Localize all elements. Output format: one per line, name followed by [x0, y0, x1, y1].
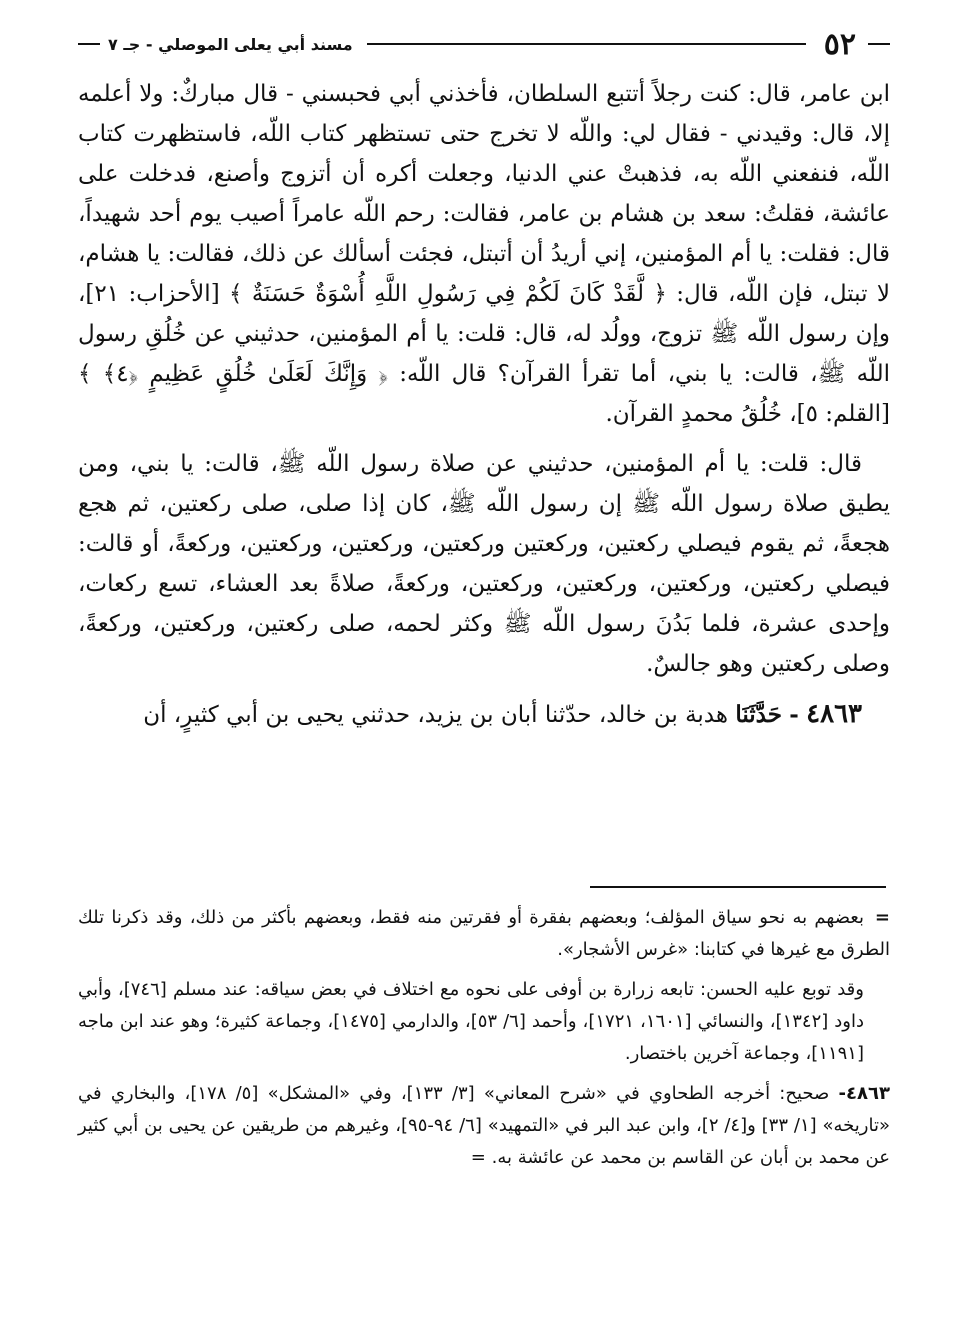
continuation-mark: = [874, 907, 890, 928]
page-header [78, 24, 890, 64]
page-number: ٥٢ [823, 26, 856, 62]
footnote-4863-text: صحيح: أخرجه الطحاوي في «شرح المعاني» [٣/ ١٣٣]، وفي «المشكل» [٥/ ١٧٨]، والبخاري في «تاريخه» [١/ ٣٣] و[٤/ ٢]، وابن عبد البر في «التمهيد» [٦/ ٩٤-٩٥]، وغيرهم من طريقين عن يحيى بن أبي كثير عن محمد بن أبان عن القاسم بن محمد عن عائشة به. [78, 1083, 890, 1168]
header-dash-right [868, 43, 890, 45]
footnote-end-mark: = [470, 1147, 486, 1168]
footnote-2: وقد توبع عليه الحسن: تابعه زرارة بن أوفى على نحوه مع اختلاف في بعض سياقه: عند مسلم [٧٤٦]، وأبي داود [١٣٤٢]، والنسائي [١٦٠١، ١٧٢١]، وأحمد [٦/ ٥٣]، والدارمي [١٤٧٥]، وجماعة كثيرة؛ وهو عند ابن ماجه [١١٩١]، وجماعة آخرين باختصار. [78, 979, 865, 1064]
hadith-lead-word: حَدَّثَنَا [735, 701, 782, 728]
footnote-separator [590, 886, 886, 888]
paragraph-1: ابن عامر، قال: كنت رجلاً أتتبع السلطان، فأخذني أبي فحبسني - قال مباركٌ: ولا أعلمه إلا، قال: وقيدني - فقال لي: واللّه لا تخرج حتى تستظهر كتاب اللّه، فاستظهرت كتاب اللّه، فنفعني اللّه به، فذهبتْ عني الدنيا، وجعلت أكره أن أتزوج وأصنع، فدخلت على عائشة، فقلتُ: سعد بن هشام بن عامر، فقالت: رحم اللّه عامراً أصيب يوم أحد شهيداً، قال: فقلت: يا أم المؤمنين، إني أريدُ أن أتبتل، فجئت أسألك عن ذلك، فقالت: يا هشام، لا تبتل، فإن اللّه، قال: ﴿ لَّقَدْ كَانَ لَكُمْ فِي رَسُولِ اللَّهِ أُسْوَةٌ حَسَنَةٌ ﴾ [الأحزاب: ٢١]، وإن رسول اللّه ﷺ تزوج، وولُد له، قال: قلت: يا أم المؤمنين، حدثيني عن خُلُقِ رسول اللّه ﷺ، قالت: يا بني، أما تقرأ القرآن؟ قال اللّه: ﴿ وَإِنَّكَ لَعَلَىٰ خُلُقٍ عَظِيمٍ ﴿٤﴾ ﴾ [القلم: ٥]، خُلُقُ محمدٍ القرآن. [78, 81, 890, 427]
main-text [78, 74, 890, 735]
footnote-continuation [78, 902, 890, 966]
hadith-number: ٤٨٦٣ [806, 699, 862, 729]
footnote-number: ٤٨٦٣- [838, 1083, 890, 1104]
footnote-1-text: بعضهم به نحو سياق المؤلف؛ وبعضهم بفقرة أو فقرتين منه فقط، وبعضهم بأكثر من ذلك، وقد ذكرنا تلك الطرق مع غيرها في كتابنا: «غرس الأشجار». [78, 907, 890, 960]
hadith-4863-paragraph [78, 694, 890, 735]
running-title: مسند أبي يعلى الموصلي - جـ ٧ [108, 34, 353, 54]
paragraph-2: قال: قلت: يا أم المؤمنين، حدثيني عن صلاة رسول اللّه ﷺ، قالت: يا بني، ومن يطيق صلاة رسول اللّه ﷺ إن رسول اللّه ﷺ، كان إذا صلى، صلى ركعتين، ثم هجع هجعةً، ثم يقوم فيصلي ركعتين، وركعتين وركعتين، وركعتين، وركعتين، وركعةً، أو قالت: فيصلي ركعتين، وركعتين، وركعتين، وركعتين، وركعةً، صلاةً بعد العشاء، تسع ركعات، وإحدى عشرة، فلما بَدُنَ رسول اللّه ﷺ وكثر لحمه، صلى ركعتين، وركعتين، وركعةً، وصلى ركعتين وهو جالسٌ. [78, 451, 890, 677]
hadith-text: هدبة بن خالد، حدّثنا أبان بن يزيد، حدثني يحيى بن أبي كثيرٍ، أن [143, 702, 729, 728]
hadith-dash: - [789, 701, 799, 728]
footnote-4863 [78, 1078, 890, 1174]
footnotes [78, 902, 890, 1174]
header-rule-right [367, 43, 806, 45]
header-dash-left [78, 43, 100, 45]
